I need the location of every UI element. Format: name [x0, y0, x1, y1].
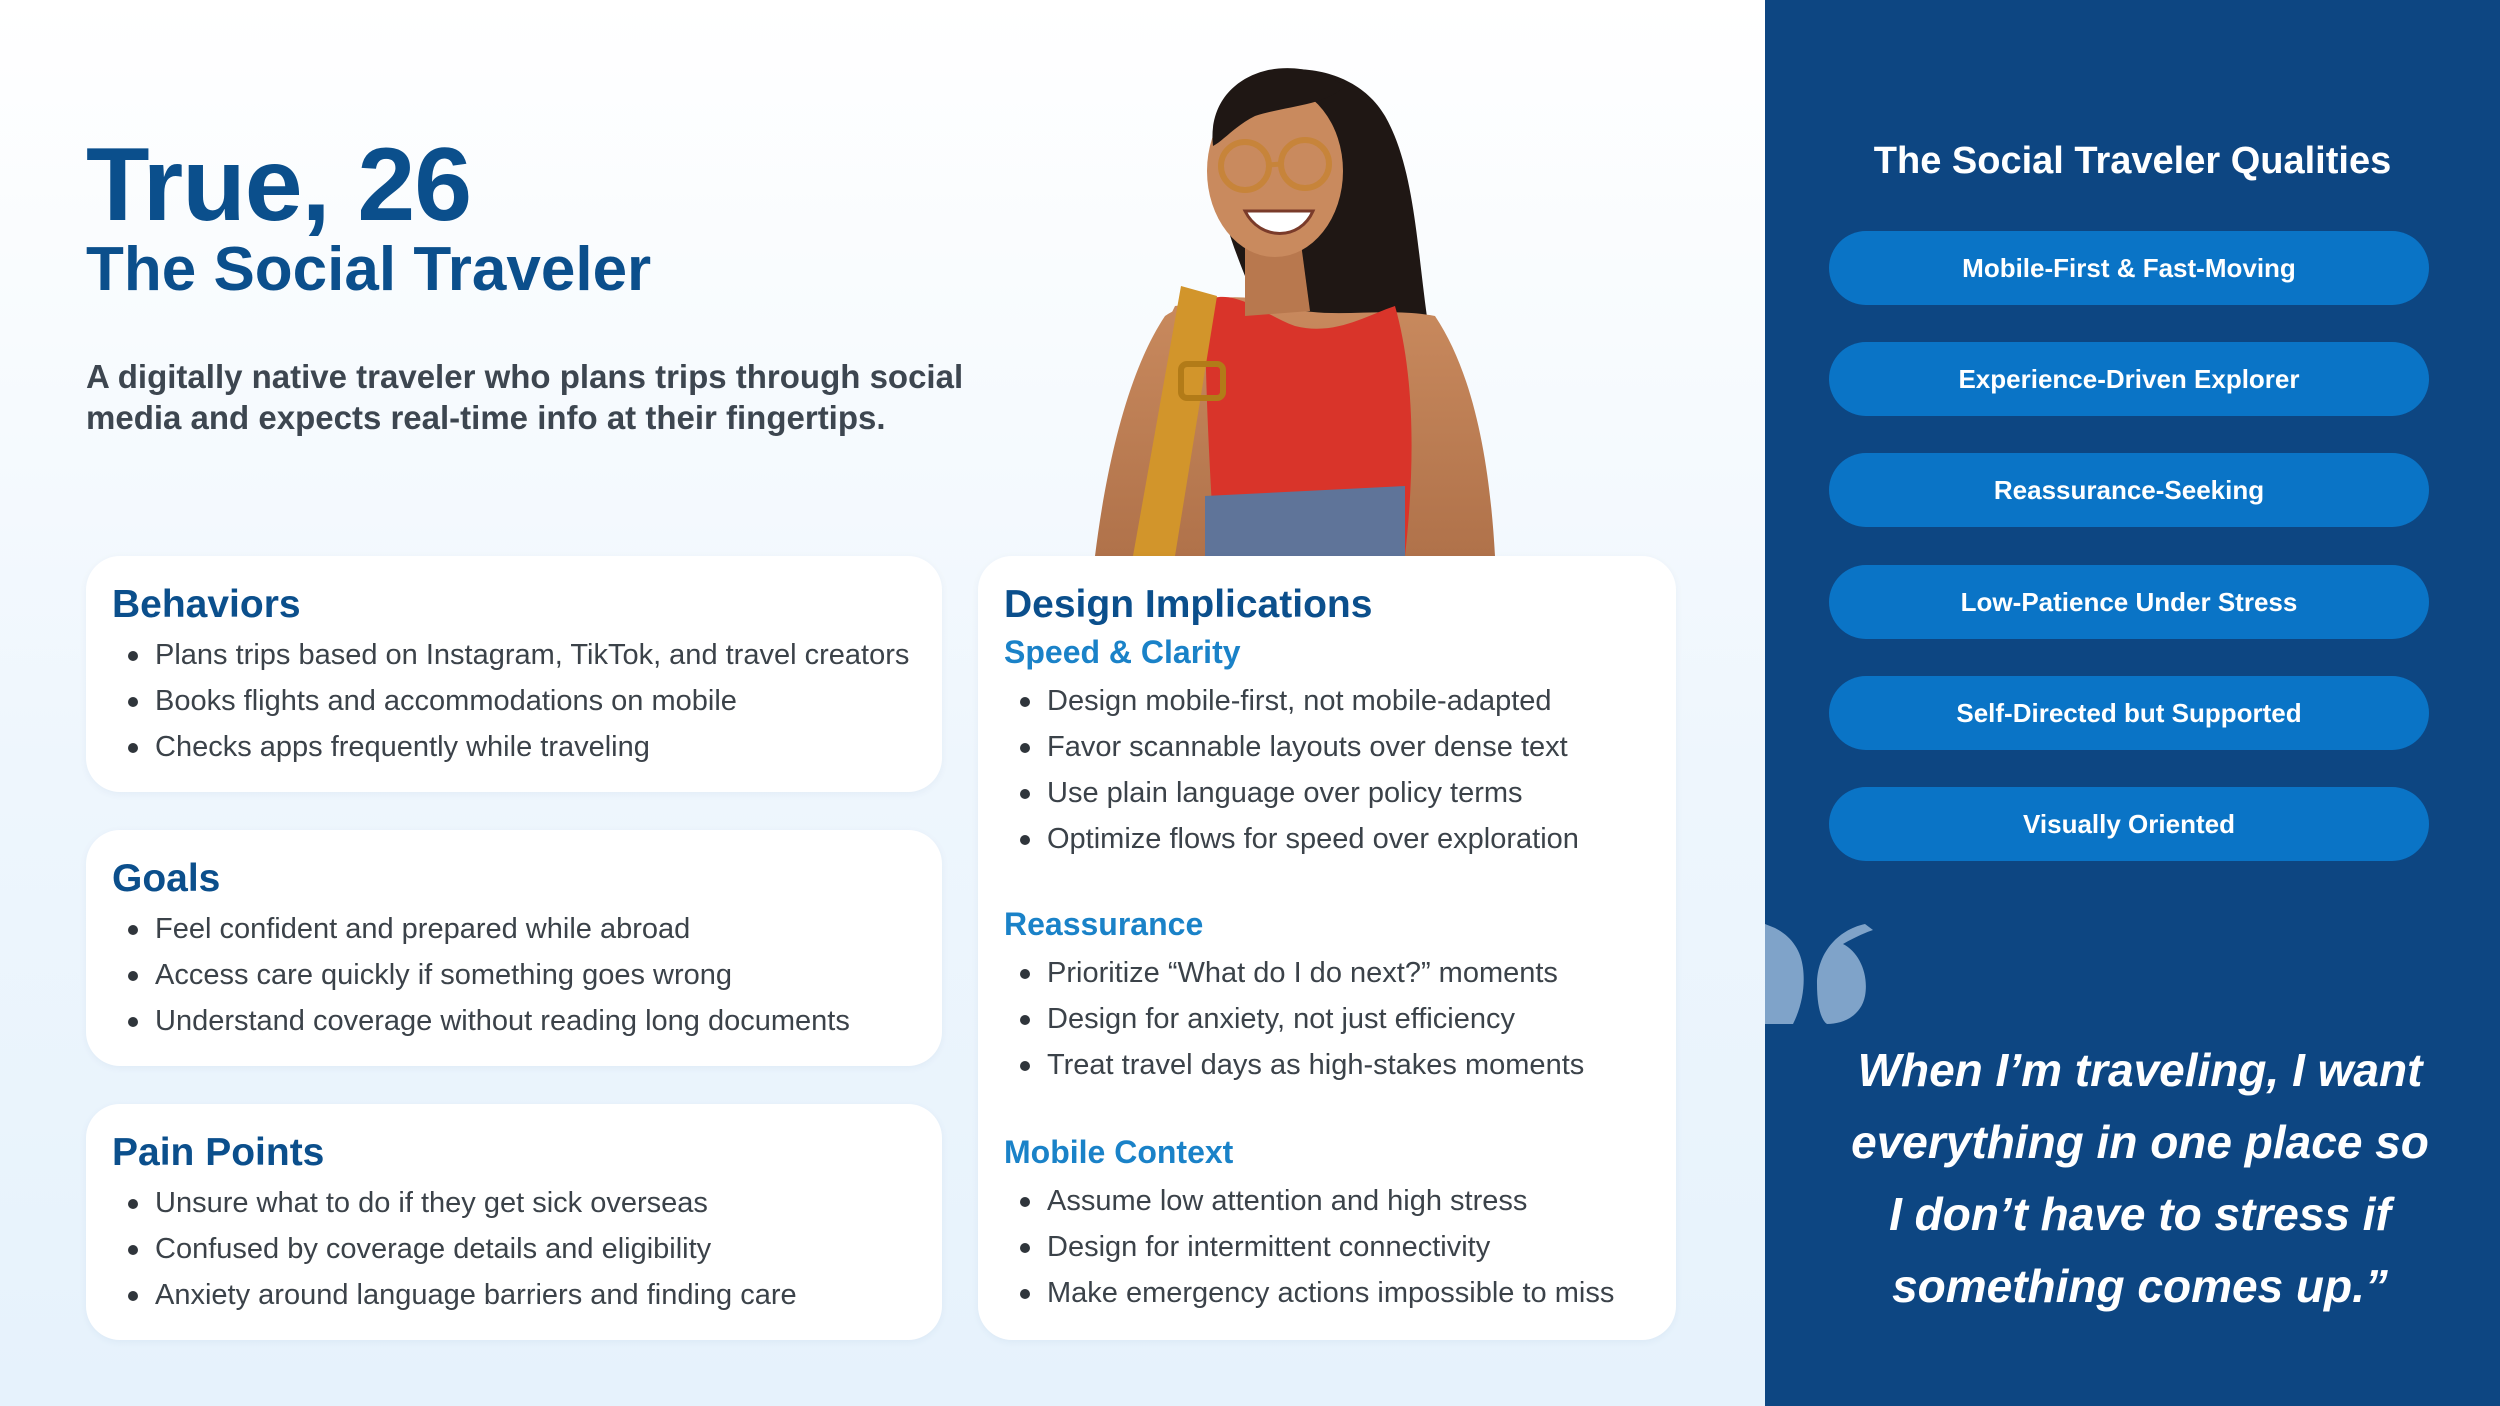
- behaviors-card: [86, 556, 942, 792]
- list-item: Prioritize “What do I do next?” moments: [1004, 950, 1660, 996]
- list-item: Unsure what to do if they get sick overseas: [112, 1180, 926, 1226]
- quality-pill[interactable]: Mobile-First & Fast-Moving: [1829, 231, 2429, 305]
- mobile-context-list: [1004, 1178, 1660, 1316]
- persona-photo: [1095, 46, 1535, 556]
- quote-line: When I’m traveling, I want: [1857, 1044, 2423, 1096]
- goals-title: Goals: [112, 857, 221, 900]
- persona-description: A digitally native traveler who plans trips through social media and expects real-time info at their fingertips.: [86, 358, 964, 436]
- list-item: Design for intermittent connectivity: [1004, 1224, 1660, 1270]
- quote-mark-icon: [1765, 924, 1875, 1024]
- persona-quote: [1795, 1034, 2485, 1322]
- qualities-panel: [1765, 0, 2500, 1406]
- list-item: Favor scannable layouts over dense text: [1004, 724, 1660, 770]
- behaviors-title: Behaviors: [112, 583, 301, 626]
- list-item: Design mobile-first, not mobile-adapted: [1004, 678, 1660, 724]
- qualities-title: The Social Traveler Qualities: [1873, 140, 2392, 182]
- list-item: Understand coverage without reading long documents: [112, 998, 926, 1044]
- quality-pill[interactable]: Experience-Driven Explorer: [1829, 342, 2429, 416]
- persona-title: The Social Traveler: [86, 235, 652, 304]
- overalls: [1205, 486, 1405, 556]
- list-item: Access care quickly if something goes wrong: [112, 952, 926, 998]
- goals-list: [112, 906, 926, 1044]
- reassurance-list: [1004, 950, 1660, 1088]
- design-implications-title: Design Implications: [1004, 583, 1373, 626]
- list-item: Assume low attention and high stress: [1004, 1178, 1660, 1224]
- speed-clarity-list: [1004, 678, 1660, 862]
- list-item: Books flights and accommodations on mobile: [112, 678, 926, 724]
- design-implications-card: [978, 556, 1676, 1340]
- list-item: Feel confident and prepared while abroad: [112, 906, 926, 952]
- list-item: Treat travel days as high-stakes moments: [1004, 1042, 1660, 1088]
- quote-line: I don’t have to stress if: [1889, 1188, 2391, 1240]
- quality-pill[interactable]: Self-Directed but Supported: [1829, 676, 2429, 750]
- section-title-speed-clarity: Speed & Clarity: [1004, 634, 1241, 670]
- quality-pill[interactable]: Reassurance-Seeking: [1829, 453, 2429, 527]
- list-item: Make emergency actions impossible to miss: [1004, 1270, 1660, 1316]
- pain-points-list: [112, 1180, 926, 1318]
- pain-points-title: Pain Points: [112, 1131, 325, 1174]
- list-item: Plans trips based on Instagram, TikTok, and travel creators: [112, 632, 926, 678]
- list-item: Use plain language over policy terms: [1004, 770, 1660, 816]
- list-item: Checks apps frequently while traveling: [112, 724, 926, 770]
- list-item: Anxiety around language barriers and finding care: [112, 1272, 926, 1318]
- quality-pill[interactable]: Low-Patience Under Stress: [1829, 565, 2429, 639]
- list-item: Optimize flows for speed over exploration: [1004, 816, 1660, 862]
- section-title-mobile-context: Mobile Context: [1004, 1134, 1234, 1170]
- list-item: Design for anxiety, not just efficiency: [1004, 996, 1660, 1042]
- list-item: Confused by coverage details and eligibility: [112, 1226, 926, 1272]
- quality-pill[interactable]: Visually Oriented: [1829, 787, 2429, 861]
- pain-points-card: [86, 1104, 942, 1340]
- section-title-reassurance: Reassurance: [1004, 906, 1204, 942]
- persona-name: True, 26: [86, 127, 472, 243]
- quote-line: something comes up.”: [1892, 1260, 2388, 1312]
- behaviors-list: [112, 632, 926, 770]
- quote-line: everything in one place so: [1851, 1116, 2429, 1168]
- goals-card: [86, 830, 942, 1066]
